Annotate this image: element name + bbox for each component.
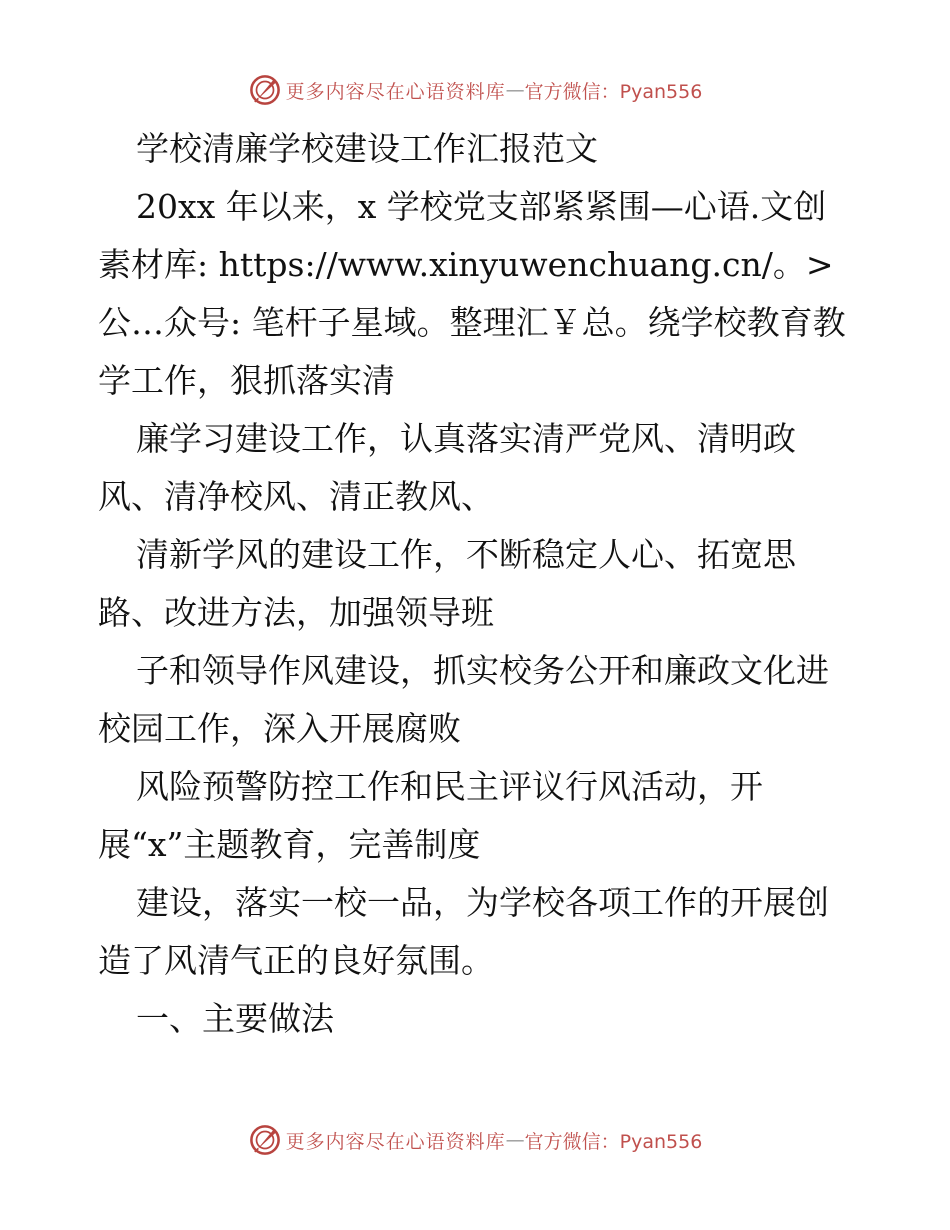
paragraph-3: 清新学风的建设工作，不断稳定人心、拓宽思路、改进方法，加强领导班	[98, 535, 796, 632]
document-body	[98, 120, 858, 1048]
banner-separator: —	[505, 79, 525, 101]
paragraph-2: 廉学习建设工作，认真落实清严党风、清明政风、清净校风、清正教风、	[98, 419, 796, 516]
paragraph-6: 建设，落实一校一品，为学校各项工作的开展创造了风清气正的良好氛围。	[98, 883, 829, 980]
banner-wechat: 官方微信：Pyan556	[524, 1130, 703, 1153]
footer-banner	[0, 1120, 950, 1160]
paragraph-1: 20xx 年以来，x 学校党支部紧紧围—心语.文创素材库: https://www.xinyuwenchuang.cn/。> 公…众号: 笔杆子星域。整理汇￥总。绕学校教育教学工作，狠抓落实清	[98, 187, 846, 400]
banner-text: 更多内容尽在心语资料库	[285, 1130, 506, 1153]
paragraph-4: 子和领导作风建设，抓实校务公开和廉政文化进校园工作，深入开展腐败	[98, 651, 829, 748]
banner-separator: —	[505, 1129, 525, 1151]
section-heading: 一、主要做法	[136, 999, 334, 1038]
paragraph-5: 风险预警防控工作和民主评议行风活动，开展“x”主题教育，完善制度	[98, 767, 763, 864]
header-banner	[0, 70, 950, 110]
document-title: 学校清廉学校建设工作汇报范文	[136, 129, 598, 168]
quill-pen-logo-icon	[248, 1123, 282, 1157]
banner-text: 更多内容尽在心语资料库	[285, 80, 506, 103]
quill-pen-logo-icon	[248, 73, 282, 107]
banner-wechat: 官方微信：Pyan556	[524, 80, 703, 103]
